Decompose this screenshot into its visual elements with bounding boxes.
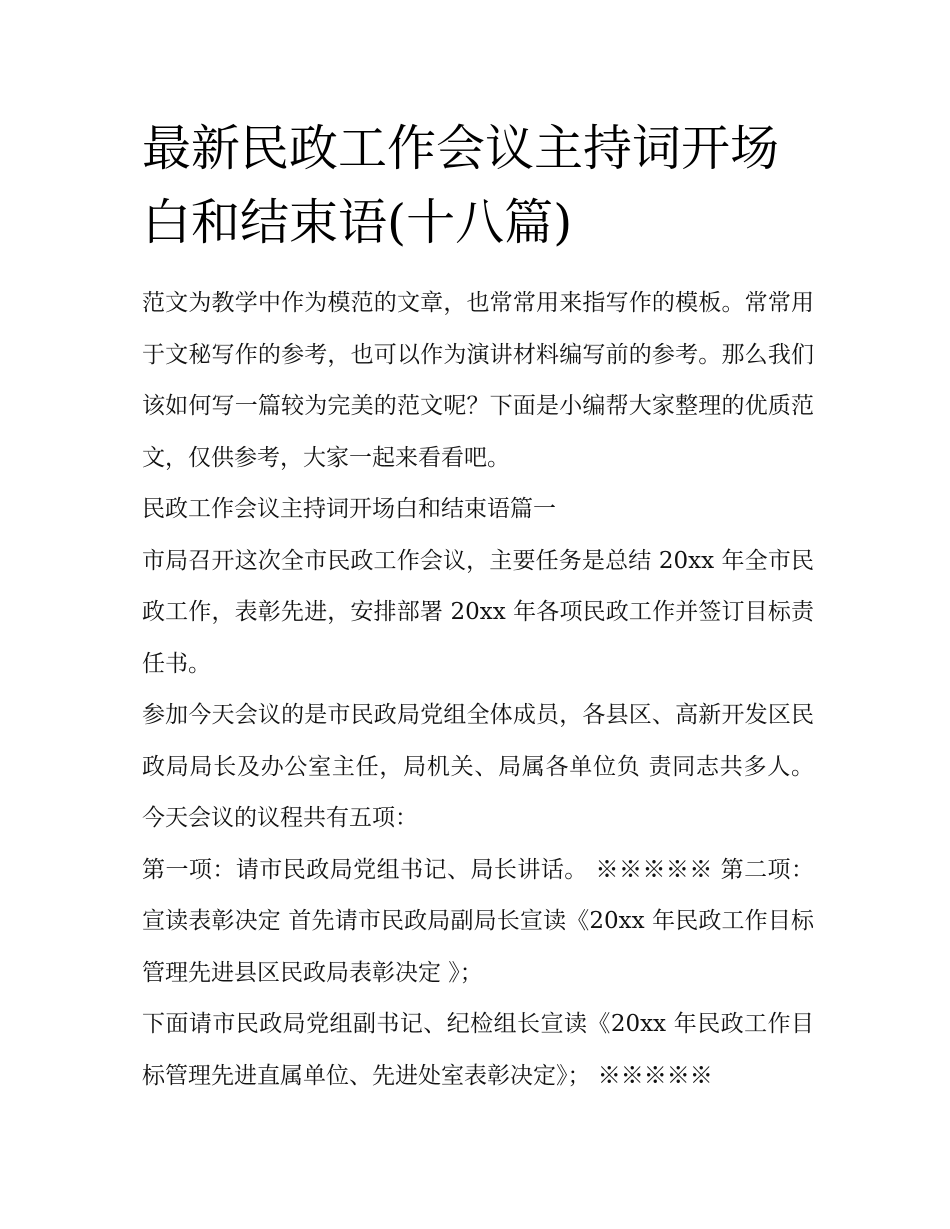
body-paragraph: 下面请市民政局党组副书记、纪检组长宣读《20xx 年民政工作目标管理先进直属单位、先进处室表彰决定》； ※※※※※ [142,1011,814,1089]
document-body [142,278,814,1102]
document-page [142,112,814,1102]
intro-paragraph: 范文为教学中作为模范的文章，也常常用来指写作的模板。常常用于文秘写作的参考，也可以作为演讲材料编写前的参考。那么我们该如何写一篇较为完美的范文呢？下面是小编帮大家整理的优质范文，仅供参考，大家一起来看看吧。 [142,290,814,471]
document-title: 最新民政工作会议主持词开场白和结束语(十八篇) [142,120,780,251]
body-paragraph: 市局召开这次全市民政工作会议，主要任务是总结 20xx 年全市民政工作，表彰先进，安排部署 20xx 年各项民政工作并签订目标责任书。 [142,547,814,677]
body-paragraph: 参加今天会议的是市民政局党组全体成员，各县区、高新开发区民政局局长及办公室主任，局机关、局属各单位负 责同志共多人。 今天会议的议程共有五项： [142,702,814,831]
body-paragraph: 第一项：请市民政局党组书记、局长讲话。 ※※※※※ 第二项：宣读表彰决定 首先请市民政局副局长宣读《20xx 年民政工作目标管理先进县区民政局表彰决定 》； [142,856,814,986]
section-heading: 民政工作会议主持词开场白和结束语篇一 [142,496,556,522]
